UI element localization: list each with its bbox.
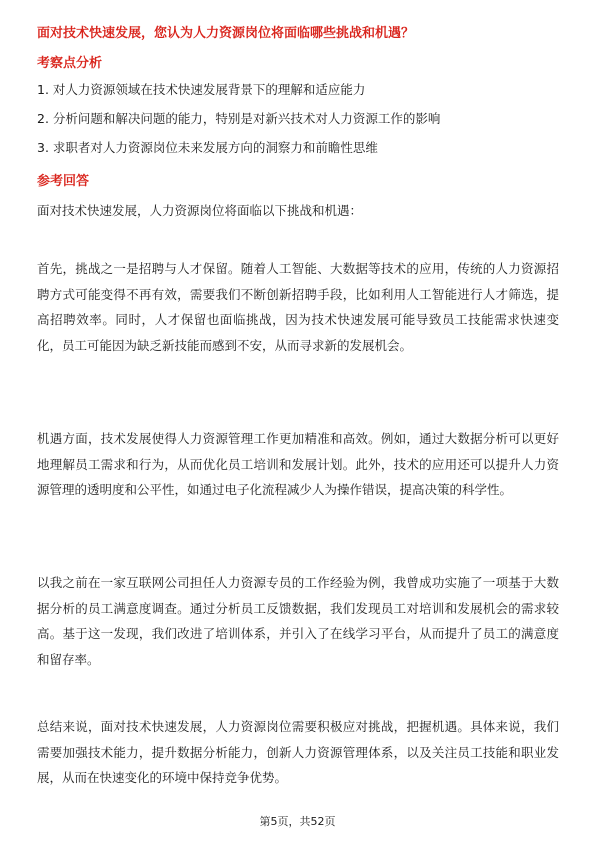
answer-intro: 面对技术快速发展，人力资源岗位将面临以下挑战和机遇： xyxy=(37,203,363,218)
answer-title: 参考回答 xyxy=(37,174,90,189)
page-number: 第5页，共52页 xyxy=(259,815,336,828)
analysis-point: 1. 对人力资源领域在技术快速发展背景下的理解和适应能力 xyxy=(37,82,366,97)
answer-paragraph-summary: 总结来说，面对技术快速发展，人力资源岗位需要积极应对挑战，把握机遇。具体来说，我们需要加强技术能力，提升数据分析能力，创新人力资源管理体系，以及关注员工技能和职业发展，从而在快速变化的环境中保持竞争优势。 xyxy=(37,719,559,785)
answer-paragraph-opportunities: 机遇方面，技术发展使得人力资源管理工作更加精准和高效。例如，通过大数据分析可以更好地理解员工需求和行为，从而优化员工培训和发展计划。此外，技术的应用还可以提升人力资源管理的透明度和公平性，如通过电子化流程减少人为操作错误，提高决策的科学性。 xyxy=(37,431,559,497)
answer-paragraph-example: 以我之前在一家互联网公司担任人力资源专员的工作经验为例，我曾成功实施了一项基于大数据分析的员工满意度调查。通过分析员工反馈数据，我们发现员工对培训和发展机会的需求较高。基于这一发现，我们改进了培训体系，并引入了在线学习平台，从而提升了员工的满意度和留存率。 xyxy=(37,575,559,667)
analysis-title: 考察点分析 xyxy=(37,56,103,71)
analysis-point: 2. 分析问题和解决问题的能力，特别是对新兴技术对人力资源工作的影响 xyxy=(37,111,441,126)
analysis-point: 3. 求职者对人力资源岗位未来发展方向的洞察力和前瞻性思维 xyxy=(37,140,378,155)
question-heading: 面对技术快速发展，您认为人力资源岗位将面临哪些挑战和机遇？ xyxy=(37,26,415,41)
answer-paragraph-challenges: 首先，挑战之一是招聘与人才保留。随着人工智能、大数据等技术的应用，传统的人力资源招聘方式可能变得不再有效，需要我们不断创新招聘手段，比如利用人工智能进行人才筛选，提高招聘效率。同时，人才保留也面临挑战，因为技术快速发展可能导致员工技能需求快速变化，员工可能因为缺乏新技能而感到不安，从而寻求新的发展机会。 xyxy=(37,261,559,353)
